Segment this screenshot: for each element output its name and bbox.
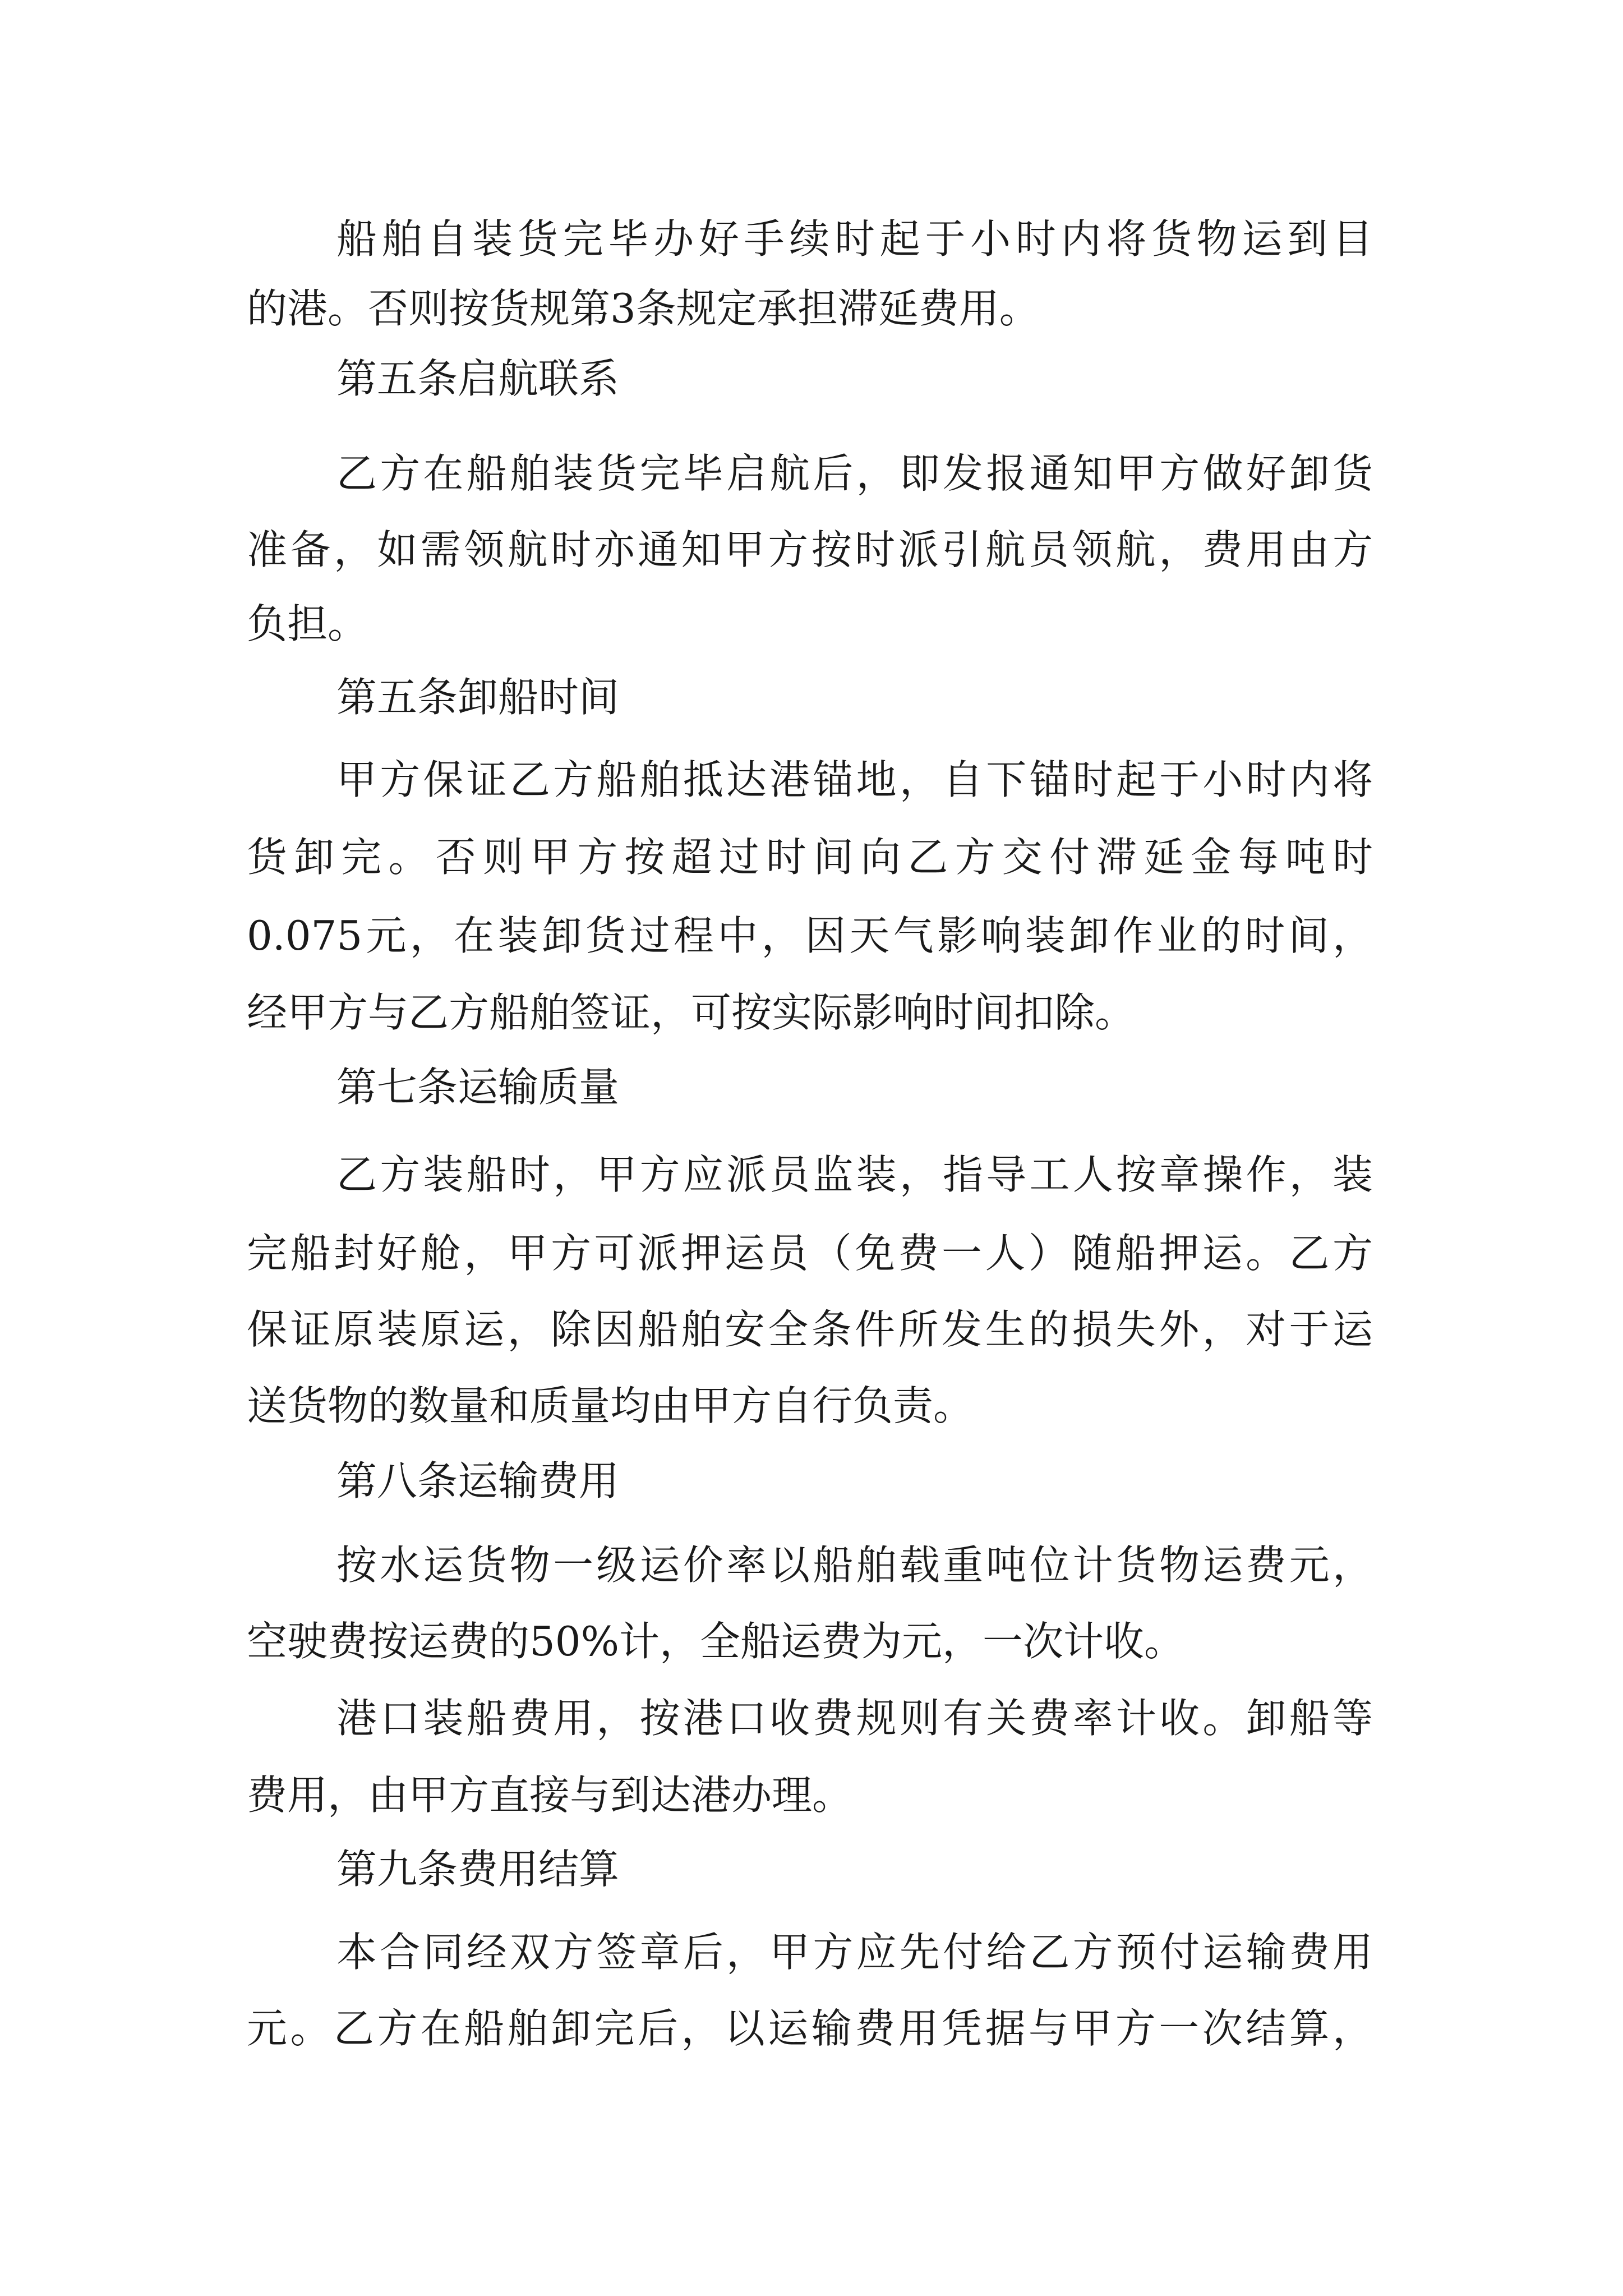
line-text: 的港。否则按货规第3条规定承担滞延费用。 bbox=[247, 285, 1040, 332]
section-heading bbox=[0, 1835, 1623, 1903]
paragraph-line bbox=[0, 1608, 1623, 1675]
paragraph-line bbox=[0, 1220, 1623, 1287]
paragraph-line bbox=[0, 1296, 1623, 1363]
line-text: 船舶自装货完毕办好手续时起于小时内将货物运到目 bbox=[336, 215, 1373, 263]
paragraph-line bbox=[0, 746, 1623, 813]
heading-text: 第五条卸船时间 bbox=[336, 674, 620, 721]
line-text: 本合同经双方签章后，甲方应先付给乙方预付运输费用 bbox=[336, 1929, 1373, 1976]
paragraph-line bbox=[0, 1995, 1623, 2062]
heading-text: 第九条费用结算 bbox=[336, 1846, 620, 1893]
paragraph-line bbox=[0, 1531, 1623, 1599]
paragraph-line bbox=[0, 275, 1623, 342]
line-text: 完船封好舱，甲方可派押运员（免费一人）随船押运。乙方 bbox=[247, 1230, 1373, 1277]
section-heading bbox=[0, 345, 1623, 412]
line-text: 保证原装原运，除因船舶安全条件所发生的损失外，对于运 bbox=[247, 1306, 1373, 1353]
paragraph-line bbox=[0, 440, 1623, 507]
line-text: 空驶费按运费的50%计，全船运费为元，一次计收。 bbox=[247, 1618, 1185, 1665]
heading-text: 第七条运输质量 bbox=[336, 1064, 620, 1111]
line-text: 乙方在船舶装货完毕启航后，即发报通知甲方做好卸货 bbox=[336, 450, 1373, 497]
paragraph-line bbox=[0, 1372, 1623, 1439]
line-text: 乙方装船时，甲方应派员监装，指导工人按章操作，装 bbox=[336, 1151, 1373, 1198]
line-text: 按水运货物一级运价率以船舶载重吨位计货物运费元， bbox=[336, 1542, 1373, 1589]
paragraph-line bbox=[0, 823, 1623, 891]
section-heading bbox=[0, 664, 1623, 731]
line-text: 港口装船费用，按港口收费规则有关费率计收。卸船等 bbox=[336, 1695, 1373, 1742]
line-text: 0.075元，在装卸货过程中，因天气影响装卸作业的时间， bbox=[247, 912, 1373, 959]
line-text: 经甲方与乙方船舶签证，可按实际影响时间扣除。 bbox=[247, 989, 1136, 1036]
line-text: 甲方保证乙方船舶抵达港锚地，自下锚时起于小时内将 bbox=[336, 756, 1373, 803]
paragraph-line bbox=[0, 979, 1623, 1046]
line-text: 准备，如需领航时亦通知甲方按时派引航员领航，费用由方 bbox=[247, 526, 1373, 573]
line-text: 送货物的数量和质量均由甲方自行负责。 bbox=[247, 1382, 974, 1429]
line-text: 费用，由甲方直接与到达港办理。 bbox=[247, 1772, 853, 1819]
paragraph-line bbox=[0, 1141, 1623, 1208]
heading-text: 第五条启航联系 bbox=[336, 355, 620, 402]
section-heading bbox=[0, 1053, 1623, 1121]
paragraph-line bbox=[0, 902, 1623, 969]
heading-text: 第八条运输费用 bbox=[336, 1457, 620, 1504]
paragraph-line bbox=[0, 205, 1623, 273]
paragraph-line bbox=[0, 590, 1623, 657]
paragraph-line bbox=[0, 1918, 1623, 1986]
line-text: 货卸完。否则甲方按超过时间向乙方交付滞延金每吨时 bbox=[247, 834, 1373, 881]
section-heading bbox=[0, 1447, 1623, 1515]
line-text: 元。乙方在船舶卸完后，以运输费用凭据与甲方一次结算， bbox=[247, 2005, 1373, 2052]
paragraph-line bbox=[0, 1761, 1623, 1829]
line-text: 负担。 bbox=[247, 600, 368, 647]
paragraph-line bbox=[0, 516, 1623, 583]
paragraph-line bbox=[0, 1685, 1623, 1752]
